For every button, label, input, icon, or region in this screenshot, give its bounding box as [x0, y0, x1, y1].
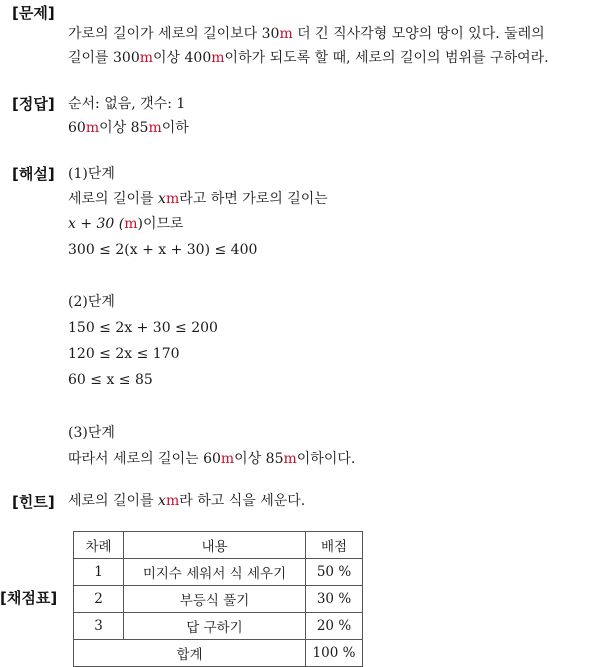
solution-label: [해설]: [12, 165, 55, 183]
grading-total-row: [74, 640, 363, 667]
answer-line-2: 60m이상 85m이하: [68, 120, 189, 136]
grading-header-row: [74, 532, 363, 559]
row-order: 1: [74, 559, 124, 586]
row-order: 3: [74, 613, 124, 640]
row-content: 미지수 세워서 식 세우기: [124, 559, 306, 586]
solution-step-1: (1)단계: [68, 166, 115, 182]
table-row: [74, 586, 363, 613]
solution-step-2: (2)단계: [68, 294, 115, 310]
grading-label: [채점표]: [0, 589, 58, 607]
problem-label: [문제]: [12, 4, 55, 22]
solution-step2-line-1: 150 ≤ 2x + 30 ≤ 200: [68, 320, 218, 336]
solution-step3-line-1: 따라서 세로의 길이는 60m이상 85m이하이다.: [68, 451, 356, 467]
row-points: 20 %: [306, 613, 363, 640]
total-points: 100 %: [306, 640, 363, 667]
solution-step1-inequality: 300 ≤ 2(x + x + 30) ≤ 400: [68, 242, 258, 258]
row-points: 50 %: [306, 559, 363, 586]
header-order: 차례: [74, 532, 124, 559]
solution-step-3: (3)단계: [68, 425, 115, 441]
row-content: 부등식 풀기: [124, 586, 306, 613]
table-row: [74, 559, 363, 586]
problem-line-1: 가로의 길이가 세로의 길이보다 30m 더 긴 직사각형 모양의 땅이 있다. 둘레의: [68, 26, 545, 42]
row-points: 30 %: [306, 586, 363, 613]
row-content: 답 구하기: [124, 613, 306, 640]
solution-step2-line-2: 120 ≤ 2x ≤ 170: [68, 346, 180, 362]
hint-text: 세로의 길이를 xm라 하고 식을 세운다.: [68, 493, 306, 509]
solution-step1-line-1: 세로의 길이를 xm라고 하면 가로의 길이는: [68, 191, 328, 207]
grading-table: [73, 531, 363, 667]
hint-label: [힌트]: [12, 493, 55, 511]
total-label: 합계: [74, 640, 306, 667]
header-points: 배점: [306, 532, 363, 559]
answer-label: [정답]: [12, 95, 55, 113]
answer-line-1: 순서: 없음, 갯수: 1: [68, 96, 186, 112]
table-row: [74, 613, 363, 640]
solution-step2-line-3: 60 ≤ x ≤ 85: [68, 372, 153, 388]
header-content: 내용: [124, 532, 306, 559]
row-order: 2: [74, 586, 124, 613]
solution-step1-line-2: x + 30 (m)이므로: [68, 216, 184, 232]
problem-line-2: 길이를 300m이상 400m이하가 되도록 할 때, 세로의 길이의 범위를 구하여라.: [68, 50, 549, 66]
